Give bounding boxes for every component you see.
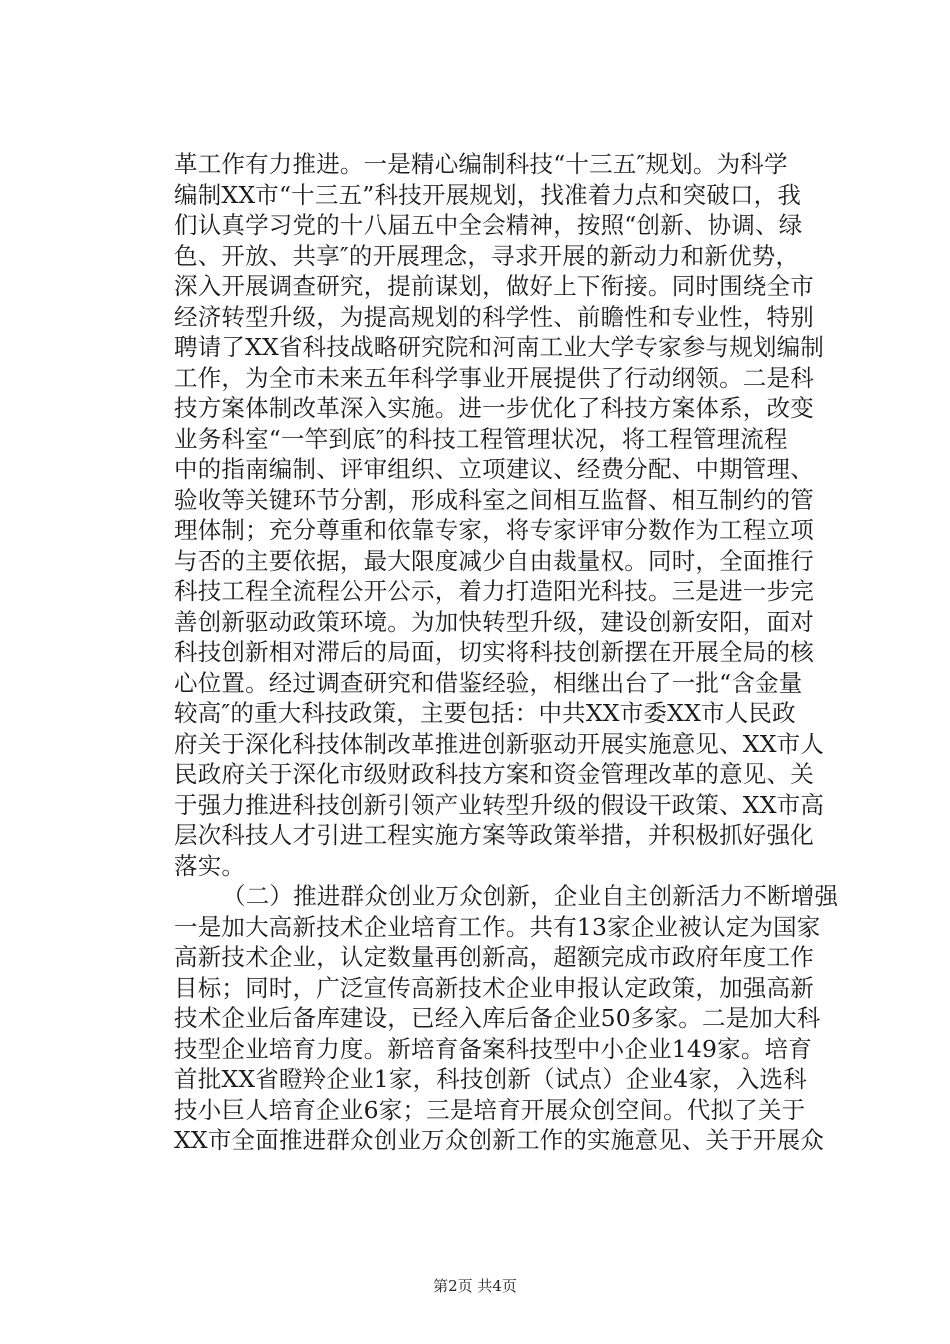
- text-line: 善创新驱动政策环境。为加快转型升级，建设创新安阳，面对: [174, 607, 814, 636]
- text-line: 工作，为全市未来五年科学事业开展提供了行动纲领。二是科: [174, 363, 814, 392]
- page-number-footer: 第2页 共4页: [433, 1277, 517, 1295]
- text-line: 理体制；充分尊重和依靠专家，将专家评审分数作为工程立项: [174, 516, 814, 544]
- text-line: 高新技术企业，认定数量再创新高，超额完成市政府年度工作: [174, 943, 814, 971]
- text-line: 们认真学习党的十八届五中全会精神，按照“创新、协调、绿: [174, 211, 803, 239]
- text-line: 一是加大高新技术企业培育工作。共有13家企业被认定为国家: [174, 912, 821, 941]
- text-line: 技型企业培育力度。新培育备案科技型中小企业149家。培育: [174, 1034, 812, 1063]
- text-line: 经济转型升级，为提高规划的科学性、前瞻性和专业性，特别: [174, 302, 814, 331]
- text-line: 于强力推进科技创新引领产业转型升级的假设干政策、XX市高: [174, 790, 825, 819]
- text-line: 科技工程全流程公开公示，着力打造阳光科技。三是进一步完: [174, 577, 814, 605]
- text-line: 首批XX省瞪羚企业1家，科技创新（试点）企业4家，入选科: [174, 1065, 807, 1093]
- text-line: 心位置。经过调查研究和借鉴经验，相继出台了一批“含金量: [174, 668, 803, 697]
- text-line: 色、开放、共享″的开展理念，寻求开展的新动力和新优势，: [174, 241, 800, 270]
- document-body: [174, 149, 839, 1156]
- text-line: 技小巨人培育企业6家；三是培育开展众创空间。代拟了关于: [174, 1095, 806, 1124]
- text-line: 目标；同时，广泛宣传高新技术企业申报认定政策，加强高新: [174, 973, 814, 1002]
- text-line: 深入开展调查研究，提前谋划，做好上下衔接。同时围绕全市: [174, 272, 814, 300]
- text-line: 技方案体制改革深入实施。进一步优化了科技方案体系，改变: [174, 394, 814, 422]
- text-line: 较高″的重大科技政策，主要包括：中共XX市委XX市人民政: [174, 699, 796, 727]
- text-line: 编制XX市“十三五”科技开展规划，找准着力点和突破口，我: [174, 180, 802, 209]
- text-line: 民政府关于深化市级财政科技方案和资金管理改革的意见、关: [174, 760, 814, 788]
- text-line: 业务科室“一竿到底″的科技工程管理状况，将工程管理流程: [174, 424, 788, 453]
- text-line: 中的指南编制、评审组织、立项建议、经费分配、中期管理、: [174, 455, 814, 483]
- text-line: XX市全面推进群众创业万众创新工作的实施意见、关于开展众: [174, 1126, 825, 1154]
- text-line: 聘请了XX省科技战略研究院和河南工业大学专家参与规划编制: [174, 333, 825, 361]
- text-line: 层次科技人才引进工程实施方案等政策举措，并积极抓好强化: [174, 821, 814, 849]
- text-line: 技术企业后备库建设，已经入库后备企业50多家。二是加大科: [174, 1004, 821, 1032]
- text-line: 验收等关键环节分割，形成科室之间相互监督、相互制约的管: [174, 485, 814, 514]
- text-line: 落实。: [174, 851, 246, 880]
- text-line: 府关于深化科技体制改革推进创新驱动开展实施意见、XX市人: [174, 729, 825, 758]
- text-line: 科技创新相对滞后的局面，切实将科技创新摆在开展全局的核: [174, 638, 814, 666]
- section-heading-line: （二）推进群众创业万众创新，企业自主创新活力不断增强: [222, 882, 839, 910]
- text-line: 与否的主要依据，最大限度减少自由裁量权。同时，全面推行: [174, 546, 814, 575]
- text-line: 革工作有力推进。一是精心编制科技“十三五″规划。为科学: [174, 150, 788, 178]
